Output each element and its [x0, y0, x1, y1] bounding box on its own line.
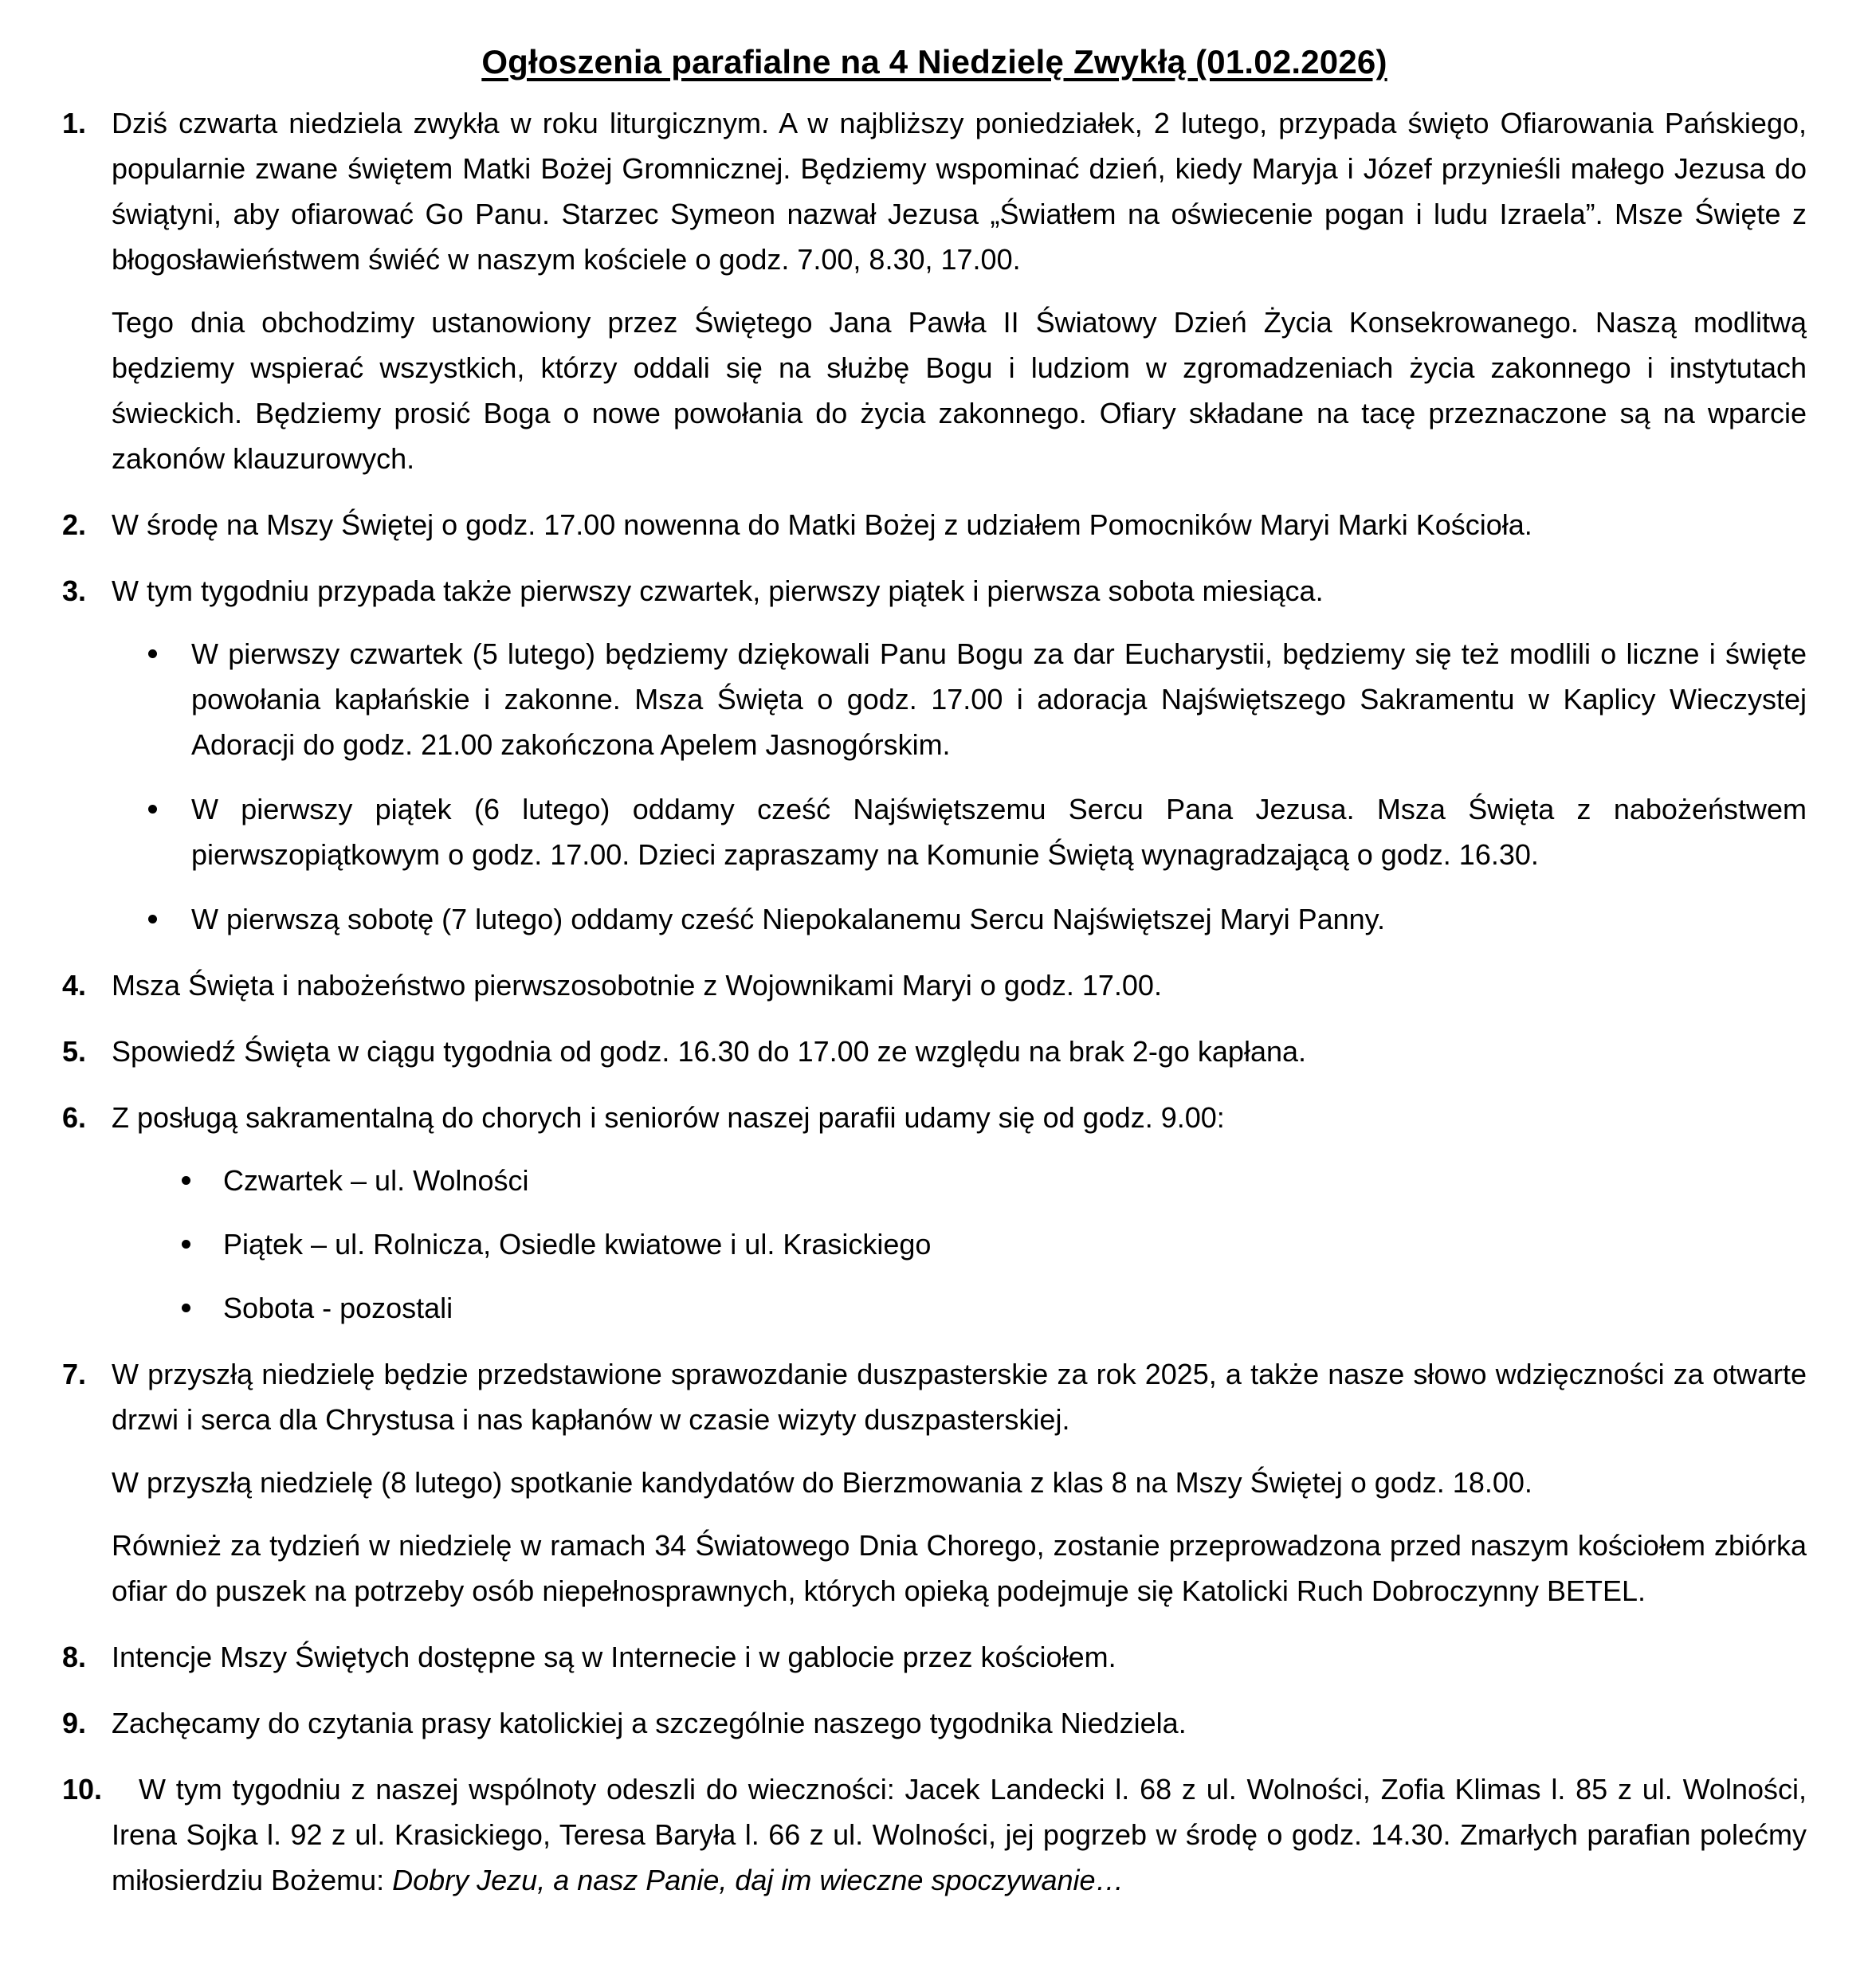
item-paragraph: Tego dnia obchodzimy ustanowiony przez Świętego Jana Pawła II Światowy Dzień Życia Konsekrowanego. Naszą modlitwą będziemy wspierać wszystkich, którzy oddali się na służbę Bogu i ludziom w zgromadzeniach życia zakonnego i instytutach świeckich. Będziemy prosić Boga o nowe powołania do życia zakonnego. Ofiary składane na tacę przeznaczone są na wparcie zakonów klauzurowych.: [112, 306, 1807, 475]
bullet-text: W pierwszy czwartek (5 lutego) będziemy dziękowali Panu Bogu za dar Eucharystii, będziemy się też modlili o liczne i święte powołania kapłańskie i zakonne. Msza Święta o godz. 17.00 i adoracja Najświętszego Sakramentu w Kaplicy Wieczystej Adoracji do godz. 21.00 zakończona Apelem Jasnogórskim.: [191, 637, 1807, 761]
announcement-item-7: [62, 1351, 1807, 1614]
bullet-text: W pierwszy piątek (6 lutego) oddamy cześć Najświętszemu Sercu Pana Jezusa. Msza Święta z nabożeństwem pierwszopiątkowym o godz. 17.00. Dzieci zapraszamy na Komunie Świętą wynagradzającą o godz. 16.30.: [191, 793, 1807, 871]
bullet-text: Czwartek – ul. Wolności: [223, 1164, 529, 1197]
bullet-icon: [182, 1304, 190, 1312]
bullet-item: [112, 786, 1807, 877]
bullet-text: W pierwszą sobotę (7 lutego) oddamy cześć Niepokalanemu Sercu Najświętszej Maryi Panny.: [191, 903, 1385, 935]
announcement-list: [62, 100, 1807, 1903]
item-paragraph: Z posługą sakramentalną do chorych i seniorów naszej parafii udamy się od godz. 9.00:: [112, 1101, 1225, 1134]
page-title: Ogłoszenia parafialne na 4 Niedzielę Zwykłą (01.02.2026): [481, 43, 1387, 80]
item-paragraph: [112, 1766, 1807, 1903]
item-number: 2.: [62, 508, 87, 541]
item-paragraph: Spowiedź Święta w ciągu tygodnia od godz. 16.30 do 17.00 ze względu na brak 2-go kapłana.: [112, 1035, 1307, 1068]
announcement-item-4: [62, 963, 1807, 1008]
bullet-item: [112, 1285, 1807, 1331]
bullet-item: [112, 1221, 1807, 1267]
item-number: 1.: [62, 107, 87, 139]
item-paragraph: W tym tygodniu przypada także pierwszy czwartek, pierwszy piątek i pierwsza sobota miesiąca.: [112, 574, 1324, 607]
bullet-icon: [182, 1176, 190, 1185]
announcement-item-6: [62, 1095, 1807, 1331]
bullet-item: [112, 631, 1807, 767]
bullet-list: [112, 631, 1807, 942]
item-number: 8.: [62, 1641, 87, 1673]
item-paragraph: Zachęcamy do czytania prasy katolickiej a szczególnie naszego tygodnika Niedziela.: [112, 1707, 1187, 1739]
bullet-item: [112, 896, 1807, 942]
announcement-item-5: [62, 1029, 1807, 1074]
bullet-icon: [148, 805, 157, 814]
announcement-item-8: [62, 1634, 1807, 1680]
item-number: 4.: [62, 969, 87, 1002]
item-number: 3.: [62, 574, 87, 607]
bullet-icon: [148, 915, 157, 923]
item-number: 9.: [62, 1707, 87, 1739]
prayer-quote: Dobry Jezu, a nasz Panie, daj im wieczne spoczywanie…: [392, 1864, 1124, 1896]
announcement-item-9: [62, 1700, 1807, 1746]
announcement-item-3: [62, 568, 1807, 942]
item-paragraph: Również za tydzień w niedzielę w ramach 34 Światowego Dnia Chorego, zostanie przeprowadzona przed naszym kościołem zbiórka ofiar do puszek na potrzeby osób niepełnosprawnych, których opieką podejmuje się Katolicki Ruch Dobroczynny BETEL.: [112, 1529, 1807, 1607]
announcement-item-10: [62, 1766, 1807, 1903]
announcement-item-1: [62, 100, 1807, 481]
bullet-icon: [182, 1240, 190, 1249]
item-paragraph: W przyszłą niedzielę (8 lutego) spotkanie kandydatów do Bierzmowania z klas 8 na Mszy Świętej o godz. 18.00.: [112, 1466, 1532, 1499]
item-paragraph-text: W tym tygodniu z naszej wspólnoty odeszli do wieczności: Jacek Landecki l. 68 z ul. Wolności, Zofia Klimas l. 85 z ul. Wolności, Irena Sojka l. 92 z ul. Krasickiego, Teresa Baryła l. 66 z ul. Wolności, jej pogrzeb w środę o godz. 14.30. Zmarłych parafian polećmy miłosierdziu Bożemu:: [112, 1773, 1807, 1896]
item-paragraph: Msza Święta i nabożeństwo pierwszosobotnie z Wojownikami Maryi o godz. 17.00.: [112, 969, 1162, 1002]
item-paragraph: W środę na Mszy Świętej o godz. 17.00 nowenna do Matki Bożej z udziałem Pomocników Maryi Marki Kościoła.: [112, 508, 1532, 541]
item-paragraph: Dziś czwarta niedziela zwykła w roku liturgicznym. A w najbliższy poniedziałek, 2 lutego, przypada święto Ofiarowania Pańskiego, popularnie zwane świętem Matki Bożej Gromnicznej. Będziemy wspominać dzień, kiedy Maryja i Józef przynieśli małego Jezusa do świątyni, aby ofiarować Go Panu. Starzec Symeon nazwał Jezusa „Światłem na oświecenie pogan i ludu Izraela”. Msze Święte z błogosławieństwem świéć w naszym kościele o godz. 7.00, 8.30, 17.00.: [112, 107, 1807, 276]
item-number: 7.: [62, 1358, 87, 1390]
bullet-list: [112, 1158, 1807, 1331]
announcement-item-2: [62, 502, 1807, 547]
item-paragraph: Intencje Mszy Świętych dostępne są w Internecie i w gablocie przez kościołem.: [112, 1641, 1116, 1673]
item-number: 6.: [62, 1101, 87, 1134]
item-number: 5.: [62, 1035, 87, 1068]
item-number: 10.: [62, 1773, 103, 1806]
bullet-item: [112, 1158, 1807, 1203]
item-paragraph: W przyszłą niedzielę będzie przedstawione sprawozdanie duszpasterskie za rok 2025, a także nasze słowo wdzięczności za otwarte drzwi i serca dla Chrystusa i nas kapłanów w czasie wizyty duszpasterskiej.: [112, 1358, 1807, 1436]
bullet-text: Piątek – ul. Rolnicza, Osiedle kwiatowe i ul. Krasickiego: [223, 1228, 932, 1261]
bullet-text: Sobota - pozostali: [223, 1292, 453, 1324]
bullet-icon: [148, 649, 157, 658]
